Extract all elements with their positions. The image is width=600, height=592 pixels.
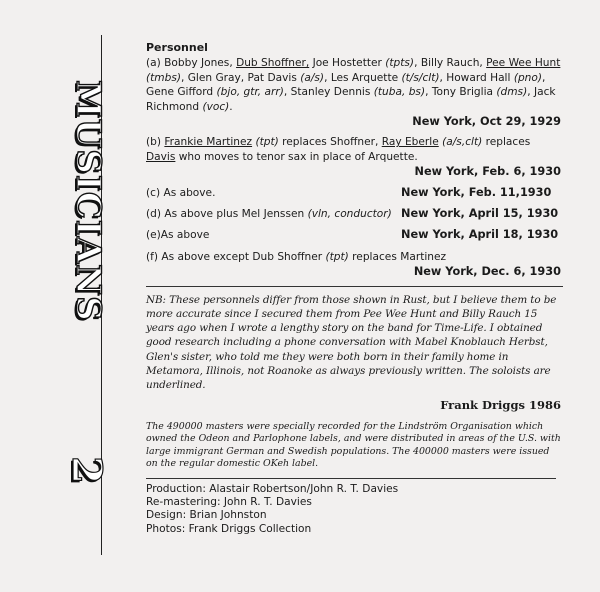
session-c-personnel: (c) As above. [146, 186, 216, 199]
session-e-row [146, 228, 561, 242]
section-divider [146, 286, 563, 287]
session-c-place-date: New York, Feb. 11,1930 [401, 185, 552, 199]
credit-design: Design: Brian Johnston [146, 509, 267, 522]
text-run: (b) [146, 136, 165, 149]
session-d-personnel [146, 207, 392, 221]
personnel-heading: Personnel [146, 41, 208, 54]
note-signature: Frank Driggs 1986 [440, 398, 561, 413]
instrument-abbr: (t/s/clt) [401, 71, 440, 84]
instrument-abbr: (tpt) [325, 250, 349, 263]
text-run: replaces Martinez [348, 250, 447, 263]
soloist-name: Ray Eberle [381, 136, 439, 149]
session-e-personnel: (e)As above [146, 229, 210, 242]
masters-note: The 490000 masters were specially recorded for the Lindström Organisation which owned the Odeon and Parlophone labels, and were distributed in areas of the U.S. with large immigrant German and Swedish populations. The 400000 masters were issued on the regular domestic OKeh label. [146, 420, 561, 470]
text-run: Joe Hostetter [309, 57, 386, 70]
text-run: , Gene Gifford [146, 71, 546, 99]
session-a-personnel [146, 56, 561, 114]
instrument-abbr: (voc) [202, 100, 230, 113]
text-run: , Glen Gray, Pat Davis [180, 71, 301, 84]
instrument-abbr: (tuba, bs) [373, 86, 426, 99]
text-run: , Jack Richmond [146, 86, 556, 113]
text-run: . [229, 100, 233, 113]
instrument-abbr: (tmbs) [146, 71, 181, 84]
text-run: replaces Shoffner, [278, 136, 382, 149]
instrument-abbr: (tpt) [255, 136, 279, 149]
credit-photos: Photos: Frank Driggs Collection [146, 522, 312, 535]
credit-production: Production: Alastair Robertson/John R. T. Davies [146, 482, 399, 495]
text-run: , Billy Rauch, [414, 57, 487, 70]
text-run: , Howard Hall [439, 71, 514, 84]
instrument-abbr: (vln, conductor) [307, 208, 392, 221]
session-d-row [146, 207, 561, 221]
instrument-abbr: (a/s) [300, 71, 325, 84]
soloist-name: Dub Shoffner, [236, 57, 310, 70]
session-a-place-date: New York, Oct 29, 1929 [412, 115, 561, 129]
credits-divider [146, 478, 556, 479]
soloist-name: Davis [146, 150, 176, 163]
side-title: MUSICIANS [68, 80, 108, 322]
page-number: 2 [63, 456, 110, 484]
text-run: , Tony Briglia [425, 86, 497, 99]
instrument-abbr: (bjo, gtr, arr) [216, 86, 284, 99]
text-run: (a) Bobby Jones, [146, 57, 237, 70]
credits-list [146, 483, 561, 536]
session-f-place-date: New York, Dec. 6, 1930 [413, 265, 561, 279]
research-note: NB: These personnels differ from those shown in Rust, but I believe them to be more accurate since I secured them from Pee Wee Hunt and Billy Rauch 15 years ago when I wrote a lengthy story on the band for Time-Life. I obtained good research including a phone conversation with Mabel Knoblauch Herbst, Glen's sister, who told me they were both born in their family home in Metamora, Illinois, not Roanoke as always previously written. The soloists are underlined. [146, 293, 557, 391]
text-run: replaces [482, 136, 531, 149]
text-run: (f) As above except Dub Shoffner [146, 250, 326, 263]
session-e-place-date: New York, April 18, 1930 [401, 228, 559, 242]
credit-remastering: Re-mastering: John R. T. Davies [146, 496, 312, 509]
session-d-place-date: New York, April 15, 1930 [401, 207, 559, 221]
text-run: (d) As above plus Mel Jenssen [146, 208, 308, 221]
soloist-name: Pee Wee Hunt [486, 57, 561, 70]
session-b-personnel [146, 135, 561, 164]
text-run: , Stanley Dennis [283, 86, 374, 99]
session-c-row [146, 186, 561, 200]
session-b-place-date: New York, Feb. 6, 1930 [414, 165, 561, 179]
personnel-section [146, 41, 561, 536]
instrument-abbr: (dms) [496, 86, 528, 99]
session-f-personnel [146, 250, 561, 264]
text-run: who moves to tenor sax in place of Arquette. [175, 150, 418, 163]
instrument-abbr: (tpts) [385, 57, 415, 70]
instrument-abbr: (pno) [513, 71, 542, 84]
text-run: , Les Arquette [324, 71, 402, 84]
instrument-abbr: (a/s,clt) [442, 136, 483, 149]
soloist-name: Frankie Martinez [164, 136, 253, 149]
